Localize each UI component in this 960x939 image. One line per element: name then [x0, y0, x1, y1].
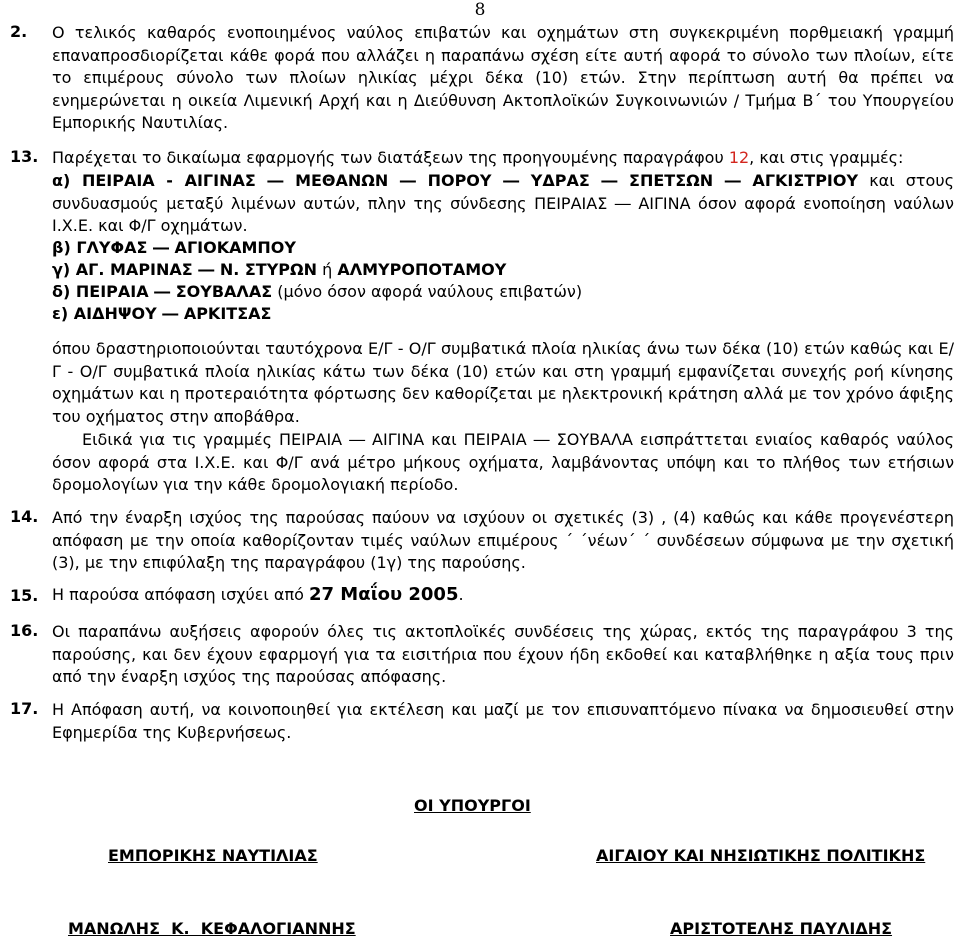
route-a-text: και στους συνδυασμούς μεταξύ λιμένων αυτών, πλην της σύνδεσης ΠΕΙΡΑΙΑΣ ― ΑΙΓΙΝΑ όσον αφορά ενοποίηση ναύλων Ι.Χ.Ε. και Φ/Γ οχημάτων.	[52, 171, 954, 235]
route-line-c	[52, 259, 954, 282]
item-13-intro	[52, 147, 954, 170]
route-c-part-2: ΑΛΜΥΡΟΠΟΤΑΜΟΥ	[337, 260, 507, 279]
item-15-text-before: Η παρούσα απόφαση ισχύει από	[52, 585, 309, 604]
item-13-paragraph-1: όπου δραστηριοποιούνται ταυτόχρονα Ε/Γ - Ο/Γ συμβατικά πλοία ηλικίας άνω των δέκα (10) ετών καθώς και Ε/Γ - Ο/Γ συμβατικά πλοία ηλικίας κάτω των δέκα (10) ετών και στη γραμμή εμφανίζεται συνεχής ροή κίνησης οχημάτων και η προτεραιότητα φόρτωσης δεν καθορίζεται με ηλεκτρονική κράτηση αλλά με τον χρόνο άφιξης του οχήματος στην αποβάθρα.	[52, 339, 954, 426]
item-15-number: 15.	[10, 586, 39, 605]
route-a-label: α) ΠΕΙΡΑΙΑ - ΑΙΓΙΝΑΣ ― ΜΕΘΑΝΩΝ ― ΠΟΡΟΥ ― ΥΔΡΑΣ ― ΣΠΕΤΣΩΝ ― ΑΓΚΙΣΤΡΙΟΥ	[52, 171, 859, 190]
item-17-text: Η Απόφαση αυτή, να κοινοποιηθεί για εκτέλεση και μαζί με τον επισυναπτόμενο πίνακα να δημοσιευθεί στην Εφημερίδα της Κυβερνήσεως.	[52, 700, 954, 742]
item-16-number: 16.	[10, 621, 39, 640]
signatures-heading: ΟΙ ΥΠΟΥΡΓΟΙ	[414, 796, 531, 815]
item-17-number: 17.	[10, 699, 39, 718]
route-c-or: ή	[317, 260, 338, 279]
route-line-e: ε) ΑΙΔΗΨΟΥ ― ΑΡΚΙΤΣΑΣ	[52, 304, 272, 323]
route-d-text: (μόνο όσον αφορά ναύλους επιβατών)	[272, 282, 583, 301]
item-14-text: Από την έναρξη ισχύος της παρούσας παύουν να ισχύουν οι σχετικές (3) , (4) καθώς και κάθε προγενέστερη απόφαση με την οποία καθορίζονταν τιμές ναύλων επιμέρους ΄ ΄νέων΄ ΄ συνδέσεων σύμφωνα με την σχετική (3), με την επιφύλαξη της παραγράφου (1γ) της παρούσης.	[52, 508, 954, 572]
item-16-text: Οι παραπάνω αυξήσεις αφορούν όλες τις ακτοπλοϊκές συνδέσεις της χώρας, εκτός της παραγράφου 3 της παρούσης, και δεν έχουν εφαρμογή για τα εισιτήρια που έχουν ήδη εκδοθεί και καταβλήθηκε η αξία τους πριν από την έναρξη ισχύος της παρούσας απόφασης.	[52, 622, 954, 686]
item-2-text: Ο τελικός καθαρός ενοποιημένος ναύλος επιβατών και οχημάτων στη συγκεκριμένη πορθμειακή γραμμή επαναπροσδιορίζεται κάθε φορά που αλλάζει η παραπάνω σχέση είτε αυτή αφορά το σύνολο των πλοίων, είτε το επιμέρους σύνολο των πλοίων ηλικίας μέχρι δέκα (10) ετών. Στην περίπτωση αυτή θα πρέπει να ενημερώνεται η οικεία Λιμενική Αρχή και η Διεύθυνση Ακτοπλοϊκών Συγκοινωνιών / Τμήμα Β΄ του Υπουργείου Εμπορικής Ναυτιλίας.	[52, 23, 954, 132]
signatory-left: ΜΑΝΩΛΗΣ Κ. ΚΕΦΑΛΟΓΙΑΝΝΗΣ	[68, 919, 356, 938]
page-number: 8	[474, 0, 486, 20]
ministry-left: ΕΜΠΟΡΙΚΗΣ ΝΑΥΤΙΛΙΑΣ	[108, 846, 318, 865]
item-13-reference: 12	[728, 148, 750, 167]
item-13-intro-after: , και στις γραμμές:	[749, 148, 904, 167]
signatory-right: ΑΡΙΣΤΟΤΕΛΗΣ ΠΑΥΛΙΔΗΣ	[670, 919, 893, 938]
item-13-paragraph-2: Ειδικά για τις γραμμές ΠΕΙΡΑΙΑ ― ΑΙΓΙΝΑ και ΠΕΙΡΑΙΑ ― ΣΟΥΒΑΛΑ εισπράττεται ενιαίος καθαρός ναύλος όσον αφορά στα Ι.Χ.Ε. και Φ/Γ ανά μέτρο μήκους οχήματα, λαμβάνοντας υπόψη και το πλήθος των ετήσιων δρομολογίων για την κάθε δρομολογιακή περίοδο.	[52, 430, 954, 494]
item-2-number: 2.	[10, 22, 28, 41]
route-d-label: δ) ΠΕΙΡΑΙΑ ― ΣΟΥΒΑΛΑΣ	[52, 282, 273, 301]
item-13-intro-before: Παρέχεται το δικαίωμα εφαρμογής των διατάξεων της προηγουμένης παραγράφου	[52, 148, 729, 167]
ministry-right: ΑΙΓΑΙΟΥ ΚΑΙ ΝΗΣΙΩΤΙΚΗΣ ΠΟΛΙΤΙΚΗΣ	[596, 846, 926, 865]
route-line-b: β) ΓΛΥΦΑΣ ― ΑΓΙΟΚΑΜΠΟΥ	[52, 238, 296, 257]
route-c-part-1: γ) ΑΓ. ΜΑΡΙΝΑΣ ― Ν. ΣΤΥΡΩΝ	[52, 260, 318, 279]
item-14-number: 14.	[10, 507, 39, 526]
item-15-text	[52, 584, 954, 607]
item-13-number: 13.	[10, 147, 39, 166]
item-15-text-after: .	[458, 585, 464, 604]
route-line-d	[52, 281, 954, 304]
route-line-a	[52, 170, 954, 238]
effective-date: 27 Μαΐου 2005	[308, 584, 459, 605]
